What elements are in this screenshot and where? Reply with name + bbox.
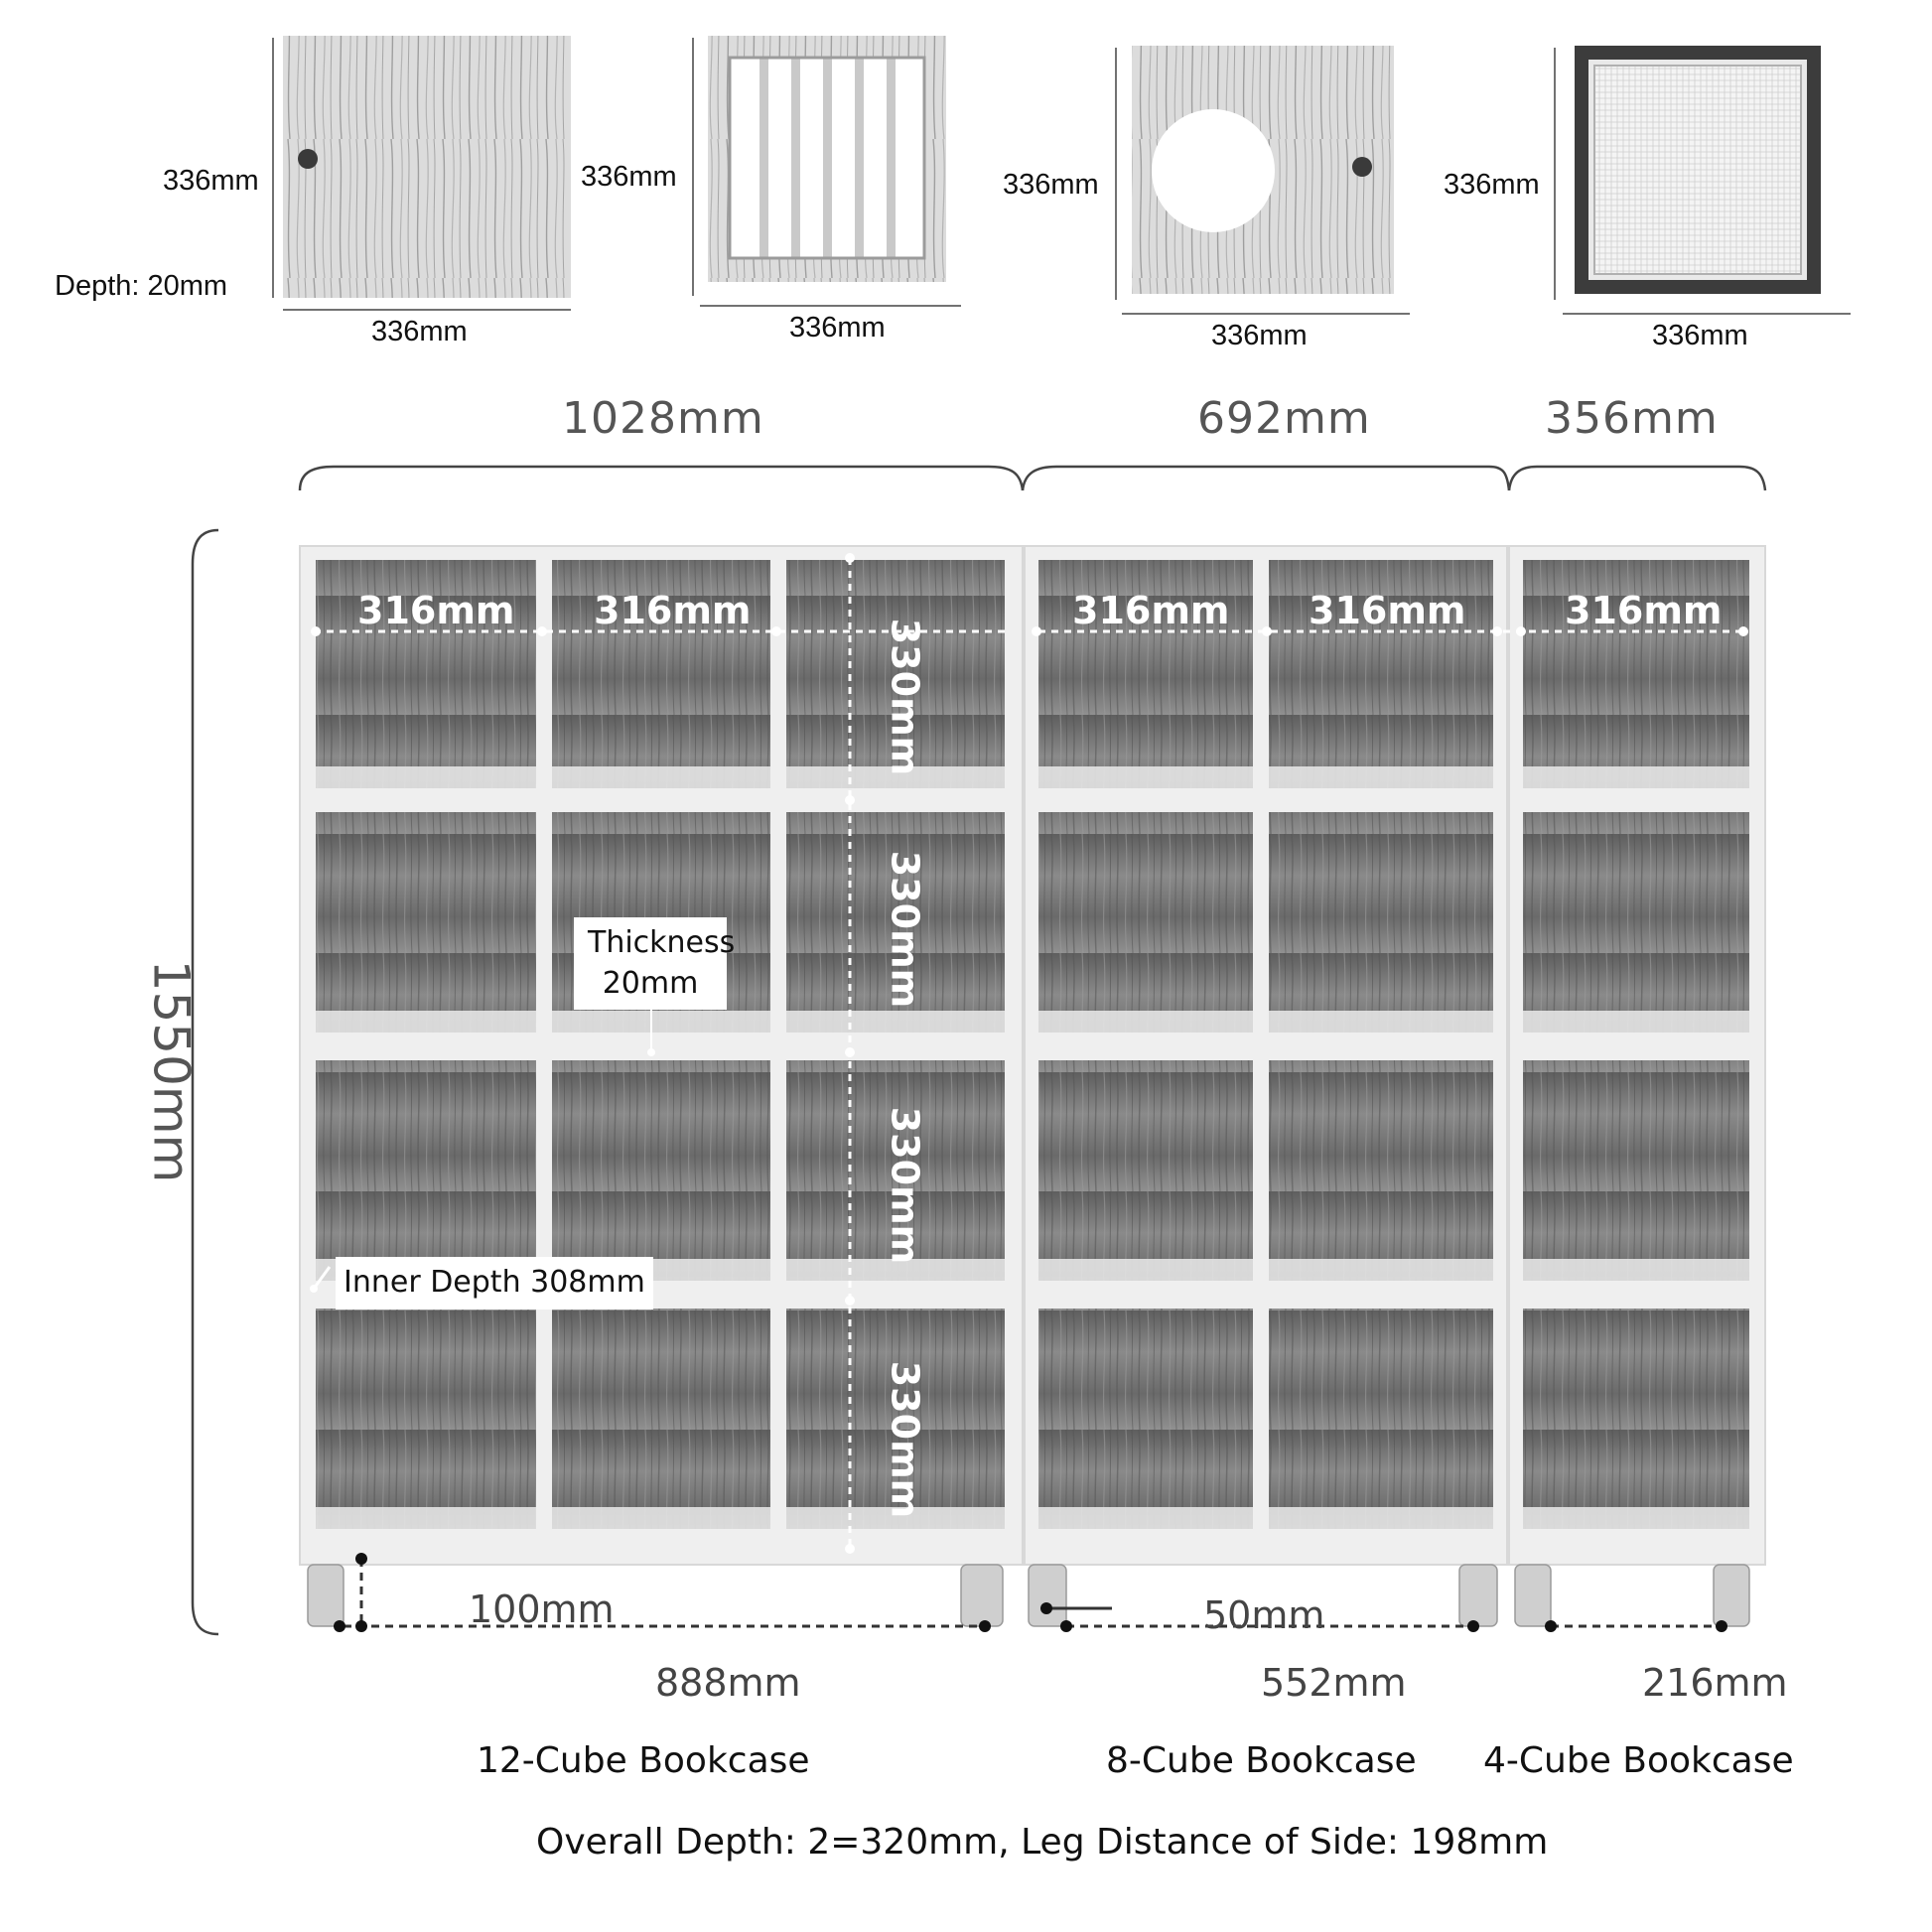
cube-cell — [1523, 812, 1749, 1033]
cube-cell — [1038, 1309, 1253, 1529]
inner-height-label: 330mm — [883, 1360, 927, 1519]
dim-dot — [1738, 626, 1748, 636]
shelf-edge — [1269, 1507, 1493, 1529]
shelf-edge — [1523, 766, 1749, 788]
cube-cell — [1523, 1060, 1749, 1281]
door-hole-icon — [298, 149, 318, 169]
leg — [308, 1565, 344, 1626]
shelf-edge — [316, 1011, 536, 1033]
dim-dot — [1032, 626, 1041, 636]
width-12-cube-label: 1028mm — [562, 393, 764, 444]
shelf-edge — [552, 766, 770, 788]
door-1-width-label: 336mm — [371, 316, 468, 347]
inner-height-label: 330mm — [883, 850, 927, 1009]
shelf-edge — [316, 1507, 536, 1529]
dim-dot — [771, 626, 781, 636]
dim-dot — [1262, 626, 1272, 636]
door-4-height-label: 336mm — [1444, 169, 1540, 201]
leg — [961, 1565, 1003, 1626]
dim-dot — [1060, 1620, 1072, 1632]
cube-cell — [1269, 1060, 1493, 1281]
width-8-cube-label: 692mm — [1197, 393, 1371, 444]
shelf-edge — [1038, 1507, 1253, 1529]
thickness-note-line-2: 20mm — [602, 965, 699, 1001]
dim-dot — [355, 1553, 367, 1565]
shelf-edge — [1038, 766, 1253, 788]
leg-offset-12-label: 100mm — [469, 1587, 615, 1631]
bookcases — [300, 546, 1765, 1565]
leg — [1029, 1565, 1066, 1626]
width-braces — [300, 467, 1765, 490]
shelf-edge — [552, 1507, 770, 1529]
cube-cell — [316, 1309, 536, 1529]
shelf-edge — [1038, 1259, 1253, 1281]
door-slat-panel — [693, 36, 961, 306]
door-4-width-label: 336mm — [1652, 320, 1748, 351]
dim-dot — [1040, 1602, 1052, 1614]
door-plain-panel — [273, 36, 571, 310]
leg — [1515, 1565, 1551, 1626]
dim-dot — [1545, 1620, 1557, 1632]
shelf-edge — [786, 1011, 1005, 1033]
shelf-edge — [1523, 1011, 1749, 1033]
door-depth-label: Depth: 20mm — [55, 270, 228, 302]
shelf-edge — [1269, 1259, 1493, 1281]
thickness-note — [574, 917, 736, 1010]
leg-span-12-label: 888mm — [655, 1661, 801, 1705]
bookcase-8-cube — [1025, 546, 1507, 1565]
inner-width-label: 316mm — [357, 589, 515, 632]
shelf-edge — [1523, 1507, 1749, 1529]
shelf-edge — [1038, 1011, 1253, 1033]
cube-cell — [552, 1309, 770, 1529]
leg-span-8-label: 552mm — [1261, 1661, 1407, 1705]
shelf-edge — [316, 766, 536, 788]
dim-dot — [845, 1296, 855, 1306]
cube-cell — [1269, 812, 1493, 1033]
cube-cell — [1038, 812, 1253, 1033]
cube-cell — [316, 812, 536, 1033]
cube-cell — [552, 1060, 770, 1281]
cube-cell — [1269, 1309, 1493, 1529]
shelf-edge — [1523, 1259, 1749, 1281]
dim-dot — [845, 1047, 855, 1057]
leg-span-4-label: 216mm — [1642, 1661, 1788, 1705]
dim-dot — [334, 1620, 345, 1632]
dim-dot — [537, 626, 547, 636]
inner-width-label: 316mm — [594, 589, 752, 632]
dim-dot — [1492, 626, 1502, 636]
door-1-height-label: 336mm — [163, 165, 259, 197]
shelf-edge — [1269, 1011, 1493, 1033]
dim-dot — [845, 1544, 855, 1554]
cube-cell — [1038, 1060, 1253, 1281]
dim-dot — [310, 1285, 318, 1293]
dim-dot — [647, 1048, 655, 1056]
round-hole-icon — [1152, 109, 1275, 232]
dim-dot — [845, 795, 855, 805]
door-rattan-panel — [1555, 46, 1851, 314]
dim-dot — [311, 626, 321, 636]
inner-depth-note: Inner Depth 308mm — [336, 1257, 653, 1310]
shelf-edge — [552, 1011, 770, 1033]
thickness-note-line-1: Thickness — [588, 925, 736, 960]
dim-dot — [355, 1620, 367, 1632]
inner-width-label: 316mm — [1072, 589, 1230, 632]
leg — [1459, 1565, 1497, 1626]
dim-dot — [1467, 1620, 1479, 1632]
dim-dot — [845, 553, 855, 563]
door-2-width-label: 336mm — [789, 312, 886, 344]
inner-width-label: 316mm — [1309, 589, 1466, 632]
door-round-hole-panel — [1116, 46, 1410, 314]
leg-offset-8-label: 50mm — [1203, 1593, 1325, 1637]
height-label: 1550mm — [142, 959, 201, 1183]
door-hole-icon — [1352, 157, 1372, 177]
cube-cell — [1523, 1309, 1749, 1529]
shelf-edge — [1269, 766, 1493, 788]
width-4-cube-label: 356mm — [1545, 393, 1719, 444]
inner-width-label: 316mm — [1565, 589, 1723, 632]
door-3-width-label: 336mm — [1211, 320, 1308, 351]
cube-cell — [316, 1060, 536, 1281]
caption-8-cube: 8-Cube Bookcase — [1106, 1740, 1417, 1781]
door-2-height-label: 336mm — [581, 161, 677, 193]
dim-dot — [1516, 626, 1526, 636]
door-3-height-label: 336mm — [1003, 169, 1099, 201]
dim-dot — [979, 1620, 991, 1632]
footer-caption: Overall Depth: 2=320mm, Leg Distance of Side: 198mm — [536, 1822, 1549, 1863]
inner-height-label: 330mm — [883, 1106, 927, 1265]
dim-dot — [1716, 1620, 1727, 1632]
caption-4-cube: 4-Cube Bookcase — [1483, 1740, 1794, 1781]
leg — [1714, 1565, 1749, 1626]
bookcase-4-cube — [1509, 546, 1765, 1565]
inner-height-label: 330mm — [883, 618, 927, 776]
caption-12-cube: 12-Cube Bookcase — [477, 1740, 810, 1781]
